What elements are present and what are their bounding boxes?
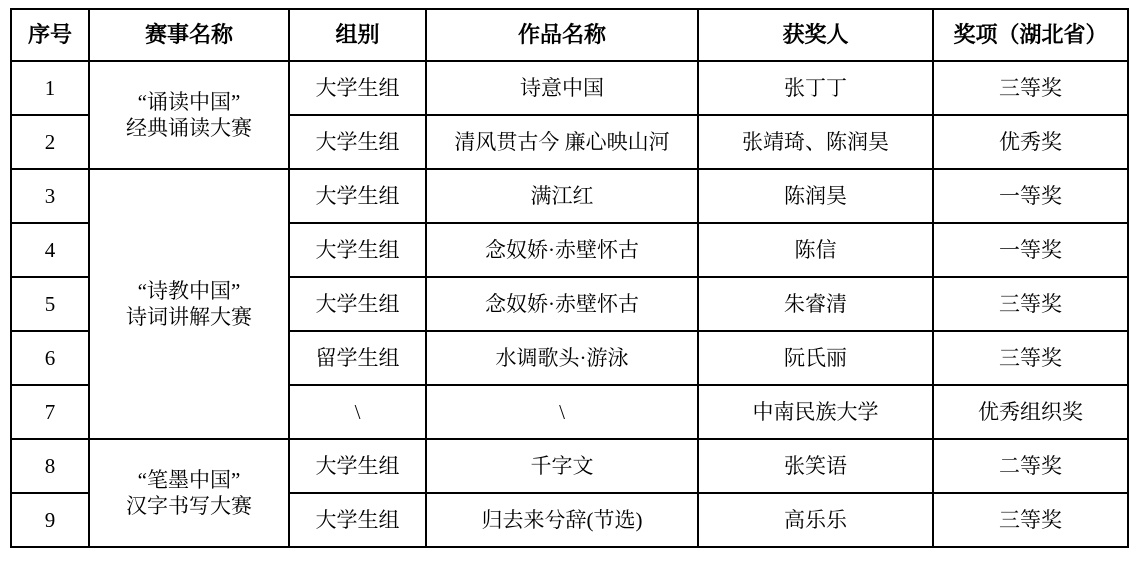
event-name-line-2: 诗词讲解大赛: [126, 305, 252, 329]
column-header-event: 赛事名称: [89, 9, 289, 61]
column-header-no: 序号: [11, 9, 89, 61]
cell-award: 三等奖: [933, 331, 1128, 385]
cell-group: 大学生组: [289, 61, 426, 115]
table-row: [11, 61, 1128, 115]
cell-winner: 陈润昊: [698, 169, 933, 223]
cell-winner: 阮氏丽: [698, 331, 933, 385]
cell-winner: 朱睿清: [698, 277, 933, 331]
event-name-line-1: “诵读中国”: [137, 89, 241, 114]
table-body: [11, 61, 1128, 547]
cell-award: 优秀奖: [933, 115, 1128, 169]
event-name-line-2: 经典诵读大赛: [126, 116, 252, 140]
cell-award: 三等奖: [933, 61, 1128, 115]
cell-group: 大学生组: [289, 439, 426, 493]
cell-work: 千字文: [426, 439, 698, 493]
cell-work: 念奴娇·赤壁怀古: [426, 277, 698, 331]
cell-no: 7: [11, 385, 89, 439]
cell-no: 9: [11, 493, 89, 547]
cell-award: 三等奖: [933, 277, 1128, 331]
cell-no: 8: [11, 439, 89, 493]
column-header-work: 作品名称: [426, 9, 698, 61]
table-header-row: [11, 9, 1128, 61]
cell-work: \: [426, 385, 698, 439]
cell-group: \: [289, 385, 426, 439]
cell-award: 二等奖: [933, 439, 1128, 493]
event-name-line-1: “笔墨中国”: [137, 467, 241, 492]
cell-event-group-2: [89, 169, 289, 439]
event-name-line-1: “诗教中国”: [137, 278, 241, 303]
cell-winner: 张丁丁: [698, 61, 933, 115]
cell-award: 三等奖: [933, 493, 1128, 547]
cell-winner: 张笑语: [698, 439, 933, 493]
award-table: [10, 8, 1129, 548]
cell-event-group-1: [89, 61, 289, 169]
cell-event-group-3: [89, 439, 289, 547]
cell-work: 念奴娇·赤壁怀古: [426, 223, 698, 277]
cell-no: 2: [11, 115, 89, 169]
cell-group: 大学生组: [289, 493, 426, 547]
cell-award: 优秀组织奖: [933, 385, 1128, 439]
table-header: [11, 9, 1128, 61]
event-name-line-2: 汉字书写大赛: [126, 494, 252, 518]
column-header-group: 组别: [289, 9, 426, 61]
column-header-award: 奖项（湖北省）: [933, 9, 1128, 61]
table-row: [11, 439, 1128, 493]
cell-no: 6: [11, 331, 89, 385]
cell-no: 5: [11, 277, 89, 331]
cell-winner: 陈信: [698, 223, 933, 277]
column-header-winner: 获奖人: [698, 9, 933, 61]
cell-award: 一等奖: [933, 169, 1128, 223]
cell-group: 留学生组: [289, 331, 426, 385]
cell-winner: 高乐乐: [698, 493, 933, 547]
cell-group: 大学生组: [289, 277, 426, 331]
cell-work: 满江红: [426, 169, 698, 223]
cell-no: 3: [11, 169, 89, 223]
cell-group: 大学生组: [289, 169, 426, 223]
cell-work: 清风贯古今 廉心映山河: [426, 115, 698, 169]
cell-group: 大学生组: [289, 115, 426, 169]
cell-award: 一等奖: [933, 223, 1128, 277]
cell-work: 归去来兮辞(节选): [426, 493, 698, 547]
cell-group: 大学生组: [289, 223, 426, 277]
cell-no: 1: [11, 61, 89, 115]
cell-winner: 张靖琦、陈润昊: [698, 115, 933, 169]
cell-winner: 中南民族大学: [698, 385, 933, 439]
cell-work: 水调歌头·游泳: [426, 331, 698, 385]
cell-no: 4: [11, 223, 89, 277]
table-row: [11, 169, 1128, 223]
cell-work: 诗意中国: [426, 61, 698, 115]
